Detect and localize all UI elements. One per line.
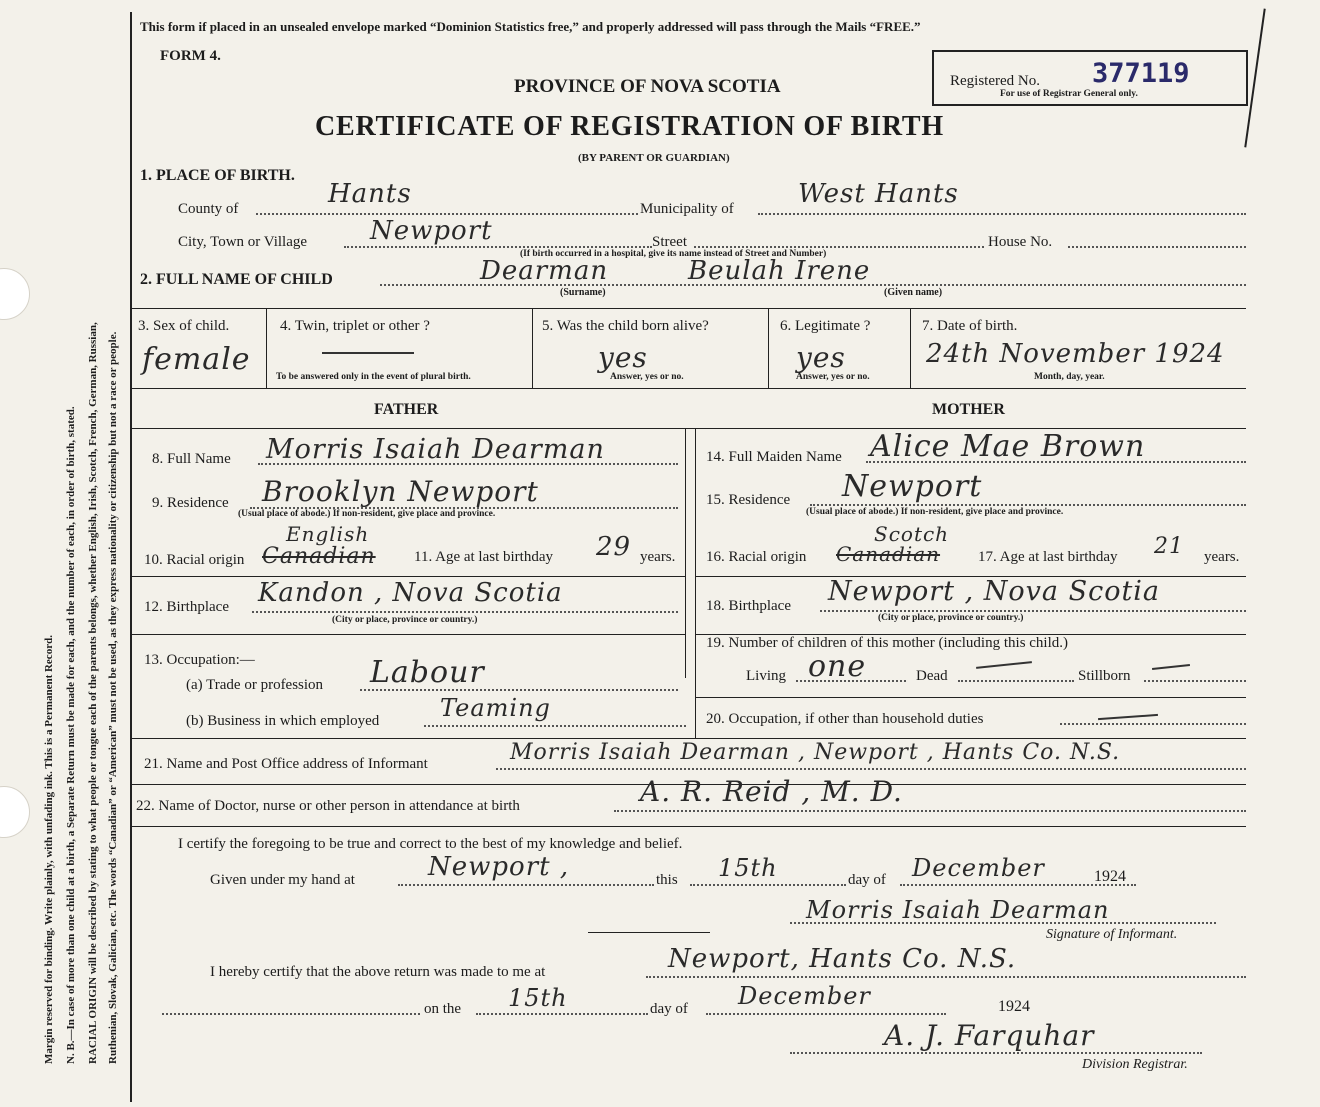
cert-day-line [690, 884, 846, 886]
registered-label: Registered No. [950, 73, 1040, 89]
row-rule [132, 388, 1246, 389]
legitimate-value: yes [796, 341, 846, 374]
margin-rule [130, 12, 132, 1102]
hospital-note: (If birth occurred in a hospital, give its name instead of Street and Number) [520, 249, 827, 259]
city-line [344, 246, 652, 248]
dead-dash [976, 661, 1032, 669]
surname-caption: (Surname) [560, 287, 606, 298]
registrar-signature: A. J. Farquhar [884, 1019, 1095, 1052]
father-birthplace-note: (City or place, province or country.) [332, 615, 478, 625]
given-at-value: Newport , [428, 852, 570, 882]
mother-residence-note: (Usual place of abode.) If non-resident, give place and province. [806, 507, 1064, 517]
father-birthplace-value: Kandon , Nova Scotia [258, 578, 563, 608]
born-alive-note: Answer, yes or no. [610, 372, 684, 382]
plural-birth-dash [322, 352, 414, 354]
sex-value: female [142, 342, 251, 377]
legitimate-note: Answer, yes or no. [796, 372, 870, 382]
city-value: Newport [370, 216, 493, 246]
certify-statement: I certify the foregoing to be true and correct to the best of my knowledge and belief. [178, 836, 683, 852]
mother-racial-label: 16. Racial origin [706, 549, 807, 565]
mother-name-value: Alice Mae Brown [870, 429, 1146, 464]
trade-label: (a) Trade or profession [186, 677, 324, 693]
mother-birthplace-label: 18. Birthplace [706, 598, 791, 614]
stillborn-label: Stillborn [1078, 668, 1131, 684]
return-day-line [476, 1013, 648, 1015]
child-surname: Dearman [480, 256, 609, 286]
occupation-heading: 13. Occupation:— [144, 652, 255, 668]
return-year: 1924 [998, 998, 1030, 1015]
street-label: Street [652, 234, 687, 250]
mother-racial-struck: Canadian [836, 542, 941, 566]
born-alive-label: 5. Was the child born alive? [542, 318, 709, 334]
registered-number: 377119 [1092, 58, 1190, 89]
mother-occupation-dash [1098, 714, 1158, 720]
born-alive-value: yes [598, 341, 648, 374]
father-heading: FATHER [374, 401, 439, 418]
mother-residence-label: 15. Residence [706, 492, 791, 508]
registrar-general-note: For use of Registrar General only. [1000, 89, 1138, 99]
mother-birthplace-line [820, 610, 1246, 612]
birth-date-value: 24th November 1924 [926, 339, 1225, 369]
margin-note: Margin reserved for binding. Write plainly, with unfading ink. This is a Permanent Record. [43, 635, 55, 1064]
business-line [424, 725, 686, 727]
house-line [1068, 246, 1246, 248]
cert-day-of-label: day of [848, 872, 886, 888]
dead-line [958, 680, 1074, 682]
dead-label: Dead [916, 668, 948, 684]
given-at-line [398, 884, 654, 886]
informant-signature-line [790, 922, 1216, 924]
father-racial-struck: Canadian [262, 544, 376, 569]
row-rule [132, 826, 1246, 827]
return-day-value: 15th [508, 984, 568, 1012]
row-rule [132, 634, 685, 635]
return-leading-line [162, 1013, 420, 1015]
child-given-name: Beulah Irene [688, 256, 871, 286]
informant-label: 21. Name and Post Office address of Informant [144, 756, 428, 772]
row-rule [132, 738, 1246, 739]
form-number: FORM 4. [160, 48, 221, 64]
trade-value: Labour [370, 655, 485, 690]
mother-residence-value: Newport [842, 469, 983, 504]
plural-birth-label: 4. Twin, triplet or other ? [280, 318, 430, 334]
father-racial-value: English [286, 522, 370, 546]
given-name-caption: (Given name) [884, 287, 943, 298]
return-month-value: December [738, 982, 871, 1010]
nb-note: N. B.—In case of more than one child at a birth, a Separate Return must be made for each, and the number of each, in order of birth, stated. [65, 406, 77, 1064]
birth-date-label: 7. Date of birth. [922, 318, 1018, 334]
column-rule [266, 308, 267, 388]
row-rule [132, 308, 1246, 309]
county-value: Hants [328, 179, 412, 209]
business-value: Teaming [440, 694, 551, 722]
return-place-value: Newport, Hants Co. N.S. [668, 944, 1017, 974]
legitimate-label: 6. Legitimate ? [780, 318, 871, 334]
racial-origin-note: RACIAL ORIGIN will be described by stating to what people or tongue each of the parents belongs, whether English, Irish, Scotch, French, German, Russian, [87, 322, 99, 1064]
column-rule [532, 308, 533, 388]
place-heading: 1. PLACE OF BIRTH. [140, 167, 295, 184]
column-rule [768, 308, 769, 388]
postage-notice: This form if placed in an unsealed envelope marked “Dominion Statistics free,” and properly addressed will pass through the Mails “FREE.” [140, 19, 921, 34]
municipality-value: West Hants [798, 179, 959, 209]
mother-occupation-line [1060, 723, 1246, 725]
cert-year: 1924 [1094, 868, 1126, 885]
living-value: one [808, 649, 867, 684]
children-count-label: 19. Number of children of this mother (including this child.) [706, 635, 1069, 651]
registrar-caption: Division Registrar. [1082, 1057, 1188, 1072]
mother-age-unit: years. [1204, 549, 1240, 565]
father-residence-note: (Usual place of abode.) If non-resident, give place and province. [238, 509, 496, 519]
doctor-line [614, 810, 1246, 812]
father-name-label: 8. Full Name [152, 451, 231, 467]
cert-month-value: December [912, 854, 1045, 882]
informant-line [496, 768, 1246, 770]
row-rule [132, 576, 685, 577]
house-label: House No. [988, 234, 1053, 250]
registrar-signature-line [790, 1052, 1202, 1054]
mother-birthplace-note: (City or place, province or country.) [878, 613, 1024, 623]
mother-occupation-label: 20. Occupation, if other than household duties [706, 711, 984, 727]
sex-label: 3. Sex of child. [138, 318, 230, 334]
binding-hole [0, 786, 30, 838]
center-rule [695, 428, 696, 738]
return-on-label: on the [424, 1001, 462, 1017]
doctor-label: 22. Name of Doctor, nurse or other person in attendance at birth [136, 798, 520, 814]
center-rule [685, 428, 686, 678]
row-rule [695, 697, 1246, 698]
municipality-line [758, 213, 1246, 215]
province-heading: PROVINCE OF NOVA SCOTIA [514, 76, 781, 97]
given-at-label: Given under my hand at [210, 872, 355, 888]
racial-origin-note-cont: Ruthenian, Slovak, Galician, etc. The words “Canadian” or “American” must not be used, as they express nationality or citizenship but not a race or people. [107, 331, 119, 1064]
mother-age-value: 21 [1154, 534, 1184, 559]
county-line [256, 213, 638, 215]
business-label: (b) Business in which employed [186, 713, 380, 729]
cert-day-value: 15th [718, 854, 778, 882]
mother-residence-line [810, 504, 1246, 506]
father-name-value: Morris Isaiah Dearman [266, 434, 605, 465]
return-month-line [706, 1013, 946, 1015]
father-residence-value: Brooklyn Newport [262, 475, 539, 508]
municipality-label: Municipality of [640, 201, 734, 217]
county-label: County of [178, 201, 239, 217]
plural-birth-note: To be answered only in the event of plural birth. [276, 372, 471, 382]
living-label: Living [746, 668, 786, 684]
certificate-title: CERTIFICATE OF REGISTRATION OF BIRTH [315, 111, 944, 142]
mother-birthplace-value: Newport , Nova Scotia [828, 576, 1161, 607]
mother-age-label: 17. Age at last birthday [978, 549, 1118, 565]
father-age-label: 11. Age at last birthday [414, 549, 553, 565]
return-place-line [646, 976, 1246, 978]
binding-hole [0, 268, 30, 320]
doctor-value: A. R. Reid , M. D. [640, 775, 903, 808]
father-birthplace-label: 12. Birthplace [144, 599, 229, 615]
informant-value: Morris Isaiah Dearman , Newport , Hants Co. N.S. [510, 740, 1121, 765]
informant-signature: Morris Isaiah Dearman [806, 896, 1110, 924]
street-line [694, 246, 984, 248]
birth-date-note: Month, day, year. [1034, 372, 1105, 382]
certificate-subtitle: (BY PARENT OR GUARDIAN) [578, 152, 730, 164]
stillborn-dash [1152, 664, 1190, 670]
father-age-unit: years. [640, 549, 676, 565]
column-rule [910, 308, 911, 388]
father-residence-label: 9. Residence [152, 495, 229, 511]
child-name-label: 2. FULL NAME OF CHILD [140, 271, 333, 288]
mother-racial-value: Scotch [874, 522, 950, 546]
father-racial-label: 10. Racial origin [144, 552, 245, 568]
separator-rule [588, 932, 710, 933]
this-label: this [656, 872, 678, 888]
mother-name-label: 14. Full Maiden Name [706, 449, 842, 465]
father-age-value: 29 [596, 532, 632, 562]
return-statement: I hereby certify that the above return was made to me at [210, 964, 546, 980]
informant-signature-caption: Signature of Informant. [1046, 927, 1178, 942]
city-label: City, Town or Village [178, 234, 308, 250]
registered-number-box [932, 50, 1248, 106]
father-birthplace-line [252, 611, 678, 613]
stillborn-line [1144, 680, 1246, 682]
return-day-of-label: day of [650, 1001, 688, 1017]
mother-heading: MOTHER [932, 401, 1005, 418]
